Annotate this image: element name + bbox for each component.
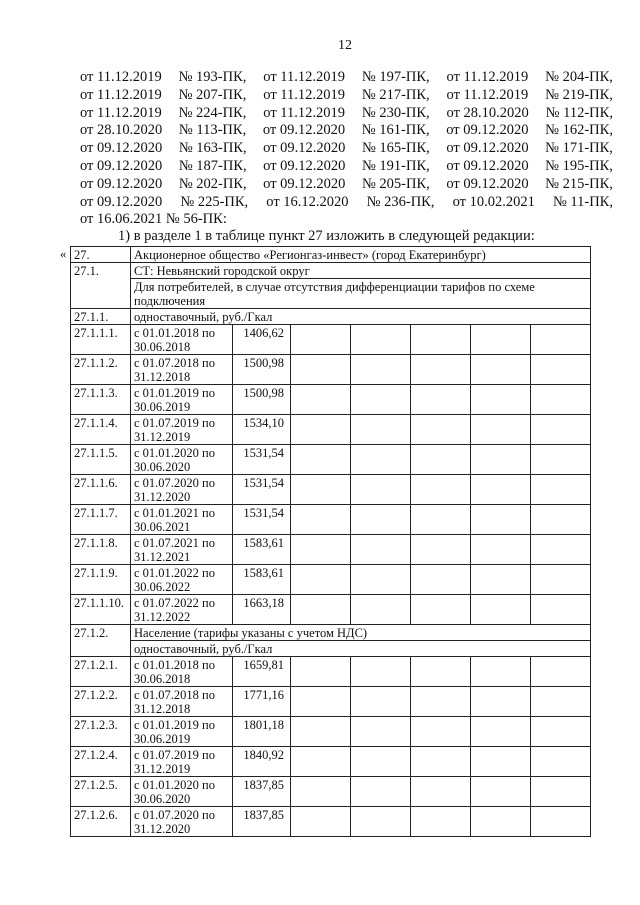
citation-date: от 11.12.2019 bbox=[446, 86, 529, 103]
citation-number: № 197-ПК, bbox=[361, 69, 430, 85]
citation-number: № 187-ПК, bbox=[178, 157, 247, 174]
empty-cell bbox=[471, 325, 531, 355]
citation-number: № 171-ПК, bbox=[545, 140, 613, 157]
tariff-table bbox=[70, 246, 591, 837]
empty-cell bbox=[411, 325, 471, 355]
empty-cell bbox=[291, 595, 351, 625]
citation-date: от 16.12.2020 bbox=[266, 193, 349, 210]
period-cell: с 01.01.2019 по 30.06.2019 bbox=[131, 717, 233, 747]
amendment-instruction: 1) в разделе 1 в таблице пункт 27 изложить в следующей редакции: bbox=[118, 228, 535, 244]
empty-cell bbox=[471, 415, 531, 445]
row-number: 27.1.2.2. bbox=[71, 687, 131, 717]
citation-number: № 205-ПК, bbox=[361, 175, 430, 192]
citation-number: № 219-ПК, bbox=[545, 86, 613, 103]
citation-line bbox=[80, 194, 613, 212]
empty-cell bbox=[471, 807, 531, 837]
empty-cell bbox=[531, 505, 591, 535]
table-row-rate-type bbox=[71, 641, 591, 657]
empty-cell bbox=[351, 657, 411, 687]
rate-type: одноставочный, руб./Гкал bbox=[131, 309, 591, 325]
empty-cell bbox=[531, 325, 591, 355]
table-row-section bbox=[71, 625, 591, 641]
empty-cell bbox=[351, 777, 411, 807]
empty-cell bbox=[531, 717, 591, 747]
empty-cell bbox=[411, 717, 471, 747]
period-cell: с 01.01.2019 по 30.06.2019 bbox=[131, 385, 233, 415]
citation-number: № 207-ПК, bbox=[178, 86, 247, 103]
empty-cell bbox=[471, 595, 531, 625]
citation-date: от 11.12.2019 bbox=[446, 69, 529, 85]
table-row-tariff bbox=[71, 445, 591, 475]
tariff-value: 1531,54 bbox=[233, 505, 291, 535]
empty-cell bbox=[471, 355, 531, 385]
period-cell: с 01.01.2018 по 30.06.2018 bbox=[131, 325, 233, 355]
territory-name: СТ: Невьянский городской округ bbox=[131, 263, 591, 279]
table-row-tariff bbox=[71, 595, 591, 625]
company-name: Акционерное общество «Регионгаз-инвест» (город Екатеринбург) bbox=[131, 247, 591, 263]
row-number: 27.1.2. bbox=[71, 625, 131, 657]
table-row-consumer-group bbox=[71, 279, 591, 309]
empty-cell bbox=[351, 565, 411, 595]
citation-date: от 09.12.2020 bbox=[446, 140, 529, 157]
tariff-value: 1531,54 bbox=[233, 475, 291, 505]
empty-cell bbox=[351, 505, 411, 535]
empty-cell bbox=[411, 475, 471, 505]
empty-cell bbox=[531, 475, 591, 505]
citation-date: от 09.12.2020 bbox=[80, 140, 163, 157]
page-number: 12 bbox=[338, 38, 352, 53]
empty-cell bbox=[291, 565, 351, 595]
citation-date: от 09.12.2020 bbox=[80, 175, 163, 192]
rate-type: одноставочный, руб./Гкал bbox=[131, 641, 591, 657]
citation-number: № 224-ПК, bbox=[178, 104, 247, 121]
empty-cell bbox=[351, 807, 411, 837]
citation-date: от 10.02.2021 bbox=[452, 193, 535, 210]
citation-date: от 11.12.2019 bbox=[263, 104, 345, 121]
empty-cell bbox=[291, 415, 351, 445]
empty-cell bbox=[291, 777, 351, 807]
table-row-territory bbox=[71, 263, 591, 279]
empty-cell bbox=[471, 777, 531, 807]
period-cell: с 01.07.2018 по 31.12.2018 bbox=[131, 687, 233, 717]
citation-list bbox=[80, 69, 613, 229]
table-row-tariff bbox=[71, 415, 591, 445]
citation-line bbox=[80, 140, 613, 158]
tariff-value: 1840,92 bbox=[233, 747, 291, 777]
citation-number: № 230-ПК, bbox=[361, 104, 430, 121]
row-number: 27.1.1.6. bbox=[71, 475, 131, 505]
citation-number: № 193-ПК, bbox=[178, 69, 247, 85]
empty-cell bbox=[351, 445, 411, 475]
table-row-company bbox=[71, 247, 591, 263]
citation-date: от 11.12.2019 bbox=[80, 69, 162, 85]
row-number: 27.1.1.3. bbox=[71, 385, 131, 415]
citation-date: от 11.12.2019 bbox=[263, 69, 345, 85]
citation-line bbox=[80, 69, 613, 87]
empty-cell bbox=[291, 445, 351, 475]
empty-cell bbox=[351, 415, 411, 445]
empty-cell bbox=[291, 687, 351, 717]
empty-cell bbox=[351, 595, 411, 625]
empty-cell bbox=[471, 385, 531, 415]
tariff-value: 1837,85 bbox=[233, 807, 291, 837]
citation-date: от 09.12.2020 bbox=[446, 122, 529, 139]
period-cell: с 01.01.2020 по 30.06.2020 bbox=[131, 445, 233, 475]
empty-cell bbox=[291, 385, 351, 415]
empty-cell bbox=[351, 747, 411, 777]
empty-cell bbox=[351, 385, 411, 415]
citation-number: № 165-ПК, bbox=[361, 140, 430, 157]
period-cell: с 01.07.2020 по 31.12.2020 bbox=[131, 475, 233, 505]
period-cell: с 01.07.2019 по 31.12.2019 bbox=[131, 415, 233, 445]
empty-cell bbox=[531, 807, 591, 837]
empty-cell bbox=[531, 355, 591, 385]
empty-cell bbox=[351, 325, 411, 355]
empty-cell bbox=[411, 747, 471, 777]
empty-cell bbox=[411, 777, 471, 807]
empty-cell bbox=[471, 445, 531, 475]
empty-cell bbox=[531, 445, 591, 475]
empty-cell bbox=[471, 505, 531, 535]
empty-cell bbox=[291, 355, 351, 385]
citation-number: № 215-ПК, bbox=[545, 175, 613, 192]
table-row-tariff bbox=[71, 325, 591, 355]
citation-number: № 225-ПК, bbox=[180, 193, 249, 210]
empty-cell bbox=[351, 355, 411, 385]
row-number: 27.1.1.10. bbox=[71, 595, 131, 625]
table-row-section bbox=[71, 309, 591, 325]
tariff-value: 1801,18 bbox=[233, 717, 291, 747]
period-cell: с 01.07.2018 по 31.12.2018 bbox=[131, 355, 233, 385]
empty-cell bbox=[471, 475, 531, 505]
empty-cell bbox=[411, 687, 471, 717]
table-row-tariff bbox=[71, 747, 591, 777]
row-number: 27.1.1.8. bbox=[71, 535, 131, 565]
period-cell: с 01.07.2019 по 31.12.2019 bbox=[131, 747, 233, 777]
period-cell: с 01.01.2020 по 30.06.2020 bbox=[131, 777, 233, 807]
empty-cell bbox=[531, 415, 591, 445]
empty-cell bbox=[411, 415, 471, 445]
empty-cell bbox=[411, 505, 471, 535]
citation-number: № 204-ПК, bbox=[545, 69, 613, 85]
table-row-tariff bbox=[71, 657, 591, 687]
empty-cell bbox=[411, 807, 471, 837]
empty-cell bbox=[531, 595, 591, 625]
empty-cell bbox=[291, 747, 351, 777]
empty-cell bbox=[471, 657, 531, 687]
citation-line bbox=[80, 105, 613, 123]
citation-date: от 11.12.2019 bbox=[263, 86, 345, 103]
empty-cell bbox=[291, 717, 351, 747]
citation-number: № 162-ПК, bbox=[545, 122, 613, 139]
empty-cell bbox=[351, 535, 411, 565]
citation-date: от 09.12.2020 bbox=[262, 122, 346, 139]
row-number: 27.1.1.7. bbox=[71, 505, 131, 535]
opening-quote-mark: « bbox=[60, 247, 67, 261]
row-number: 27.1.1.5. bbox=[71, 445, 131, 475]
period-cell: с 01.07.2021 по 31.12.2021 bbox=[131, 535, 233, 565]
citation-date: от 09.12.2020 bbox=[80, 193, 163, 210]
citation-number: № 217-ПК, bbox=[361, 86, 430, 103]
table-row-tariff bbox=[71, 807, 591, 837]
citation-lines bbox=[80, 69, 613, 211]
empty-cell bbox=[471, 565, 531, 595]
empty-cell bbox=[291, 657, 351, 687]
table-row-tariff bbox=[71, 717, 591, 747]
row-number: 27.1.2.3. bbox=[71, 717, 131, 747]
empty-cell bbox=[291, 807, 351, 837]
citation-date: от 09.12.2020 bbox=[263, 175, 346, 192]
empty-cell bbox=[471, 687, 531, 717]
citation-date: от 28.10.2020 bbox=[446, 104, 529, 121]
table-row-tariff bbox=[71, 687, 591, 717]
citation-number: № 161-ПК, bbox=[361, 122, 430, 139]
table-row-tariff bbox=[71, 565, 591, 595]
empty-cell bbox=[471, 747, 531, 777]
empty-cell bbox=[411, 595, 471, 625]
citation-number: № 163-ПК, bbox=[178, 140, 247, 157]
empty-cell bbox=[291, 535, 351, 565]
citation-date: от 09.12.2020 bbox=[263, 140, 346, 157]
citation-date: от 11.12.2019 bbox=[80, 86, 162, 103]
tariff-value: 1500,98 bbox=[233, 355, 291, 385]
period-cell: с 01.07.2022 по 31.12.2022 bbox=[131, 595, 233, 625]
citation-line bbox=[80, 122, 613, 140]
row-number: 27.1.1. bbox=[71, 309, 131, 325]
empty-cell bbox=[531, 747, 591, 777]
period-cell: с 01.01.2021 по 30.06.2021 bbox=[131, 505, 233, 535]
empty-cell bbox=[531, 535, 591, 565]
empty-cell bbox=[471, 535, 531, 565]
table-row-tariff bbox=[71, 535, 591, 565]
row-number: 27.1.2.1. bbox=[71, 657, 131, 687]
row-number: 27.1. bbox=[71, 263, 131, 309]
empty-cell bbox=[291, 475, 351, 505]
empty-cell bbox=[531, 687, 591, 717]
row-number: 27.1.1.1. bbox=[71, 325, 131, 355]
empty-cell bbox=[291, 325, 351, 355]
row-number: 27.1.1.4. bbox=[71, 415, 131, 445]
tariff-value: 1659,81 bbox=[233, 657, 291, 687]
empty-cell bbox=[411, 657, 471, 687]
citation-line bbox=[80, 158, 613, 176]
consumer-group: Население (тарифы указаны с учетом НДС) bbox=[131, 625, 591, 641]
citation-number: № 191-ПК, bbox=[361, 157, 430, 174]
citation-line bbox=[80, 176, 613, 194]
citation-line bbox=[80, 87, 613, 105]
empty-cell bbox=[411, 355, 471, 385]
citation-date: от 09.12.2020 bbox=[80, 157, 163, 174]
citation-number: № 236-ПК, bbox=[366, 193, 435, 210]
citation-number: № 112-ПК, bbox=[545, 104, 613, 121]
empty-cell bbox=[531, 565, 591, 595]
tariff-value: 1837,85 bbox=[233, 777, 291, 807]
tariff-value: 1771,16 bbox=[233, 687, 291, 717]
period-cell: с 01.01.2022 по 30.06.2022 bbox=[131, 565, 233, 595]
citation-date: от 09.12.2020 bbox=[263, 157, 346, 174]
tariff-value: 1583,61 bbox=[233, 535, 291, 565]
empty-cell bbox=[531, 657, 591, 687]
empty-cell bbox=[411, 445, 471, 475]
row-number: 27.1.2.5. bbox=[71, 777, 131, 807]
empty-cell bbox=[411, 385, 471, 415]
period-cell: с 01.01.2018 по 30.06.2018 bbox=[131, 657, 233, 687]
table-row-tariff bbox=[71, 385, 591, 415]
citation-date: от 09.12.2020 bbox=[446, 175, 529, 192]
empty-cell bbox=[351, 475, 411, 505]
row-number: 27.1.2.4. bbox=[71, 747, 131, 777]
empty-cell bbox=[291, 505, 351, 535]
tariff-table-body bbox=[71, 247, 591, 837]
citation-number: № 11-ПК, bbox=[552, 193, 613, 210]
table-row-tariff bbox=[71, 505, 591, 535]
row-number: 27. bbox=[71, 247, 131, 263]
empty-cell bbox=[531, 777, 591, 807]
row-number: 27.1.1.2. bbox=[71, 355, 131, 385]
citation-number: № 202-ПК, bbox=[178, 175, 247, 192]
row-number: 27.1.2.6. bbox=[71, 807, 131, 837]
table-row-tariff bbox=[71, 355, 591, 385]
tariff-value: 1663,18 bbox=[233, 595, 291, 625]
table-row-tariff bbox=[71, 475, 591, 505]
citation-number: № 113-ПК, bbox=[178, 122, 247, 139]
empty-cell bbox=[411, 535, 471, 565]
empty-cell bbox=[351, 687, 411, 717]
citation-number: № 195-ПК, bbox=[545, 157, 613, 174]
consumer-group: Для потребителей, в случае отсутствия дифференциации тарифов по схеме подключения bbox=[131, 279, 591, 309]
empty-cell bbox=[471, 717, 531, 747]
empty-cell bbox=[411, 565, 471, 595]
empty-cell bbox=[351, 717, 411, 747]
row-number: 27.1.1.9. bbox=[71, 565, 131, 595]
citation-date: от 09.12.2020 bbox=[446, 157, 529, 174]
empty-cell bbox=[531, 385, 591, 415]
tariff-value: 1500,98 bbox=[233, 385, 291, 415]
table-row-tariff bbox=[71, 777, 591, 807]
tariff-value: 1531,54 bbox=[233, 445, 291, 475]
citation-date: от 11.12.2019 bbox=[80, 104, 162, 121]
tariff-value: 1406,62 bbox=[233, 325, 291, 355]
period-cell: с 01.07.2020 по 31.12.2020 bbox=[131, 807, 233, 837]
citation-date: от 28.10.2020 bbox=[80, 122, 163, 139]
citation-last-line: от 16.06.2021 № 56-ПК: bbox=[80, 211, 227, 228]
tariff-value: 1583,61 bbox=[233, 565, 291, 595]
tariff-value: 1534,10 bbox=[233, 415, 291, 445]
